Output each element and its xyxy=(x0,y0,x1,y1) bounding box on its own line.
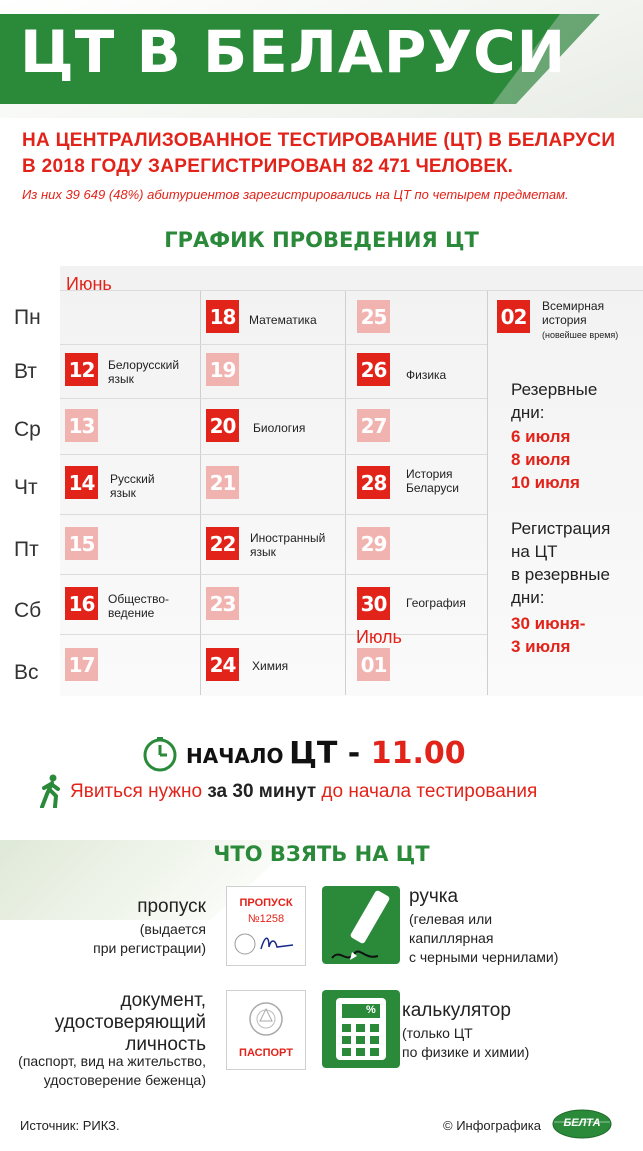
date-cell: 02 xyxy=(497,300,530,333)
copyright: © Инфографика xyxy=(443,1118,542,1133)
lead-line-1: НА ЦЕНТРАЛИЗОВАННОЕ ТЕСТИРОВАНИЕ (ЦТ) В БЕЛАРУСИ xyxy=(22,130,616,151)
note-line: (только ЦТ xyxy=(402,1025,473,1041)
month-june: Июнь xyxy=(66,274,112,294)
title-line: документ, xyxy=(120,990,206,1011)
reserve-date: 8 июля xyxy=(511,450,571,469)
note-line: при регистрации) xyxy=(93,940,206,956)
weekday-tue: Вт xyxy=(14,360,37,383)
subject-line: Русский xyxy=(110,472,155,486)
pen-title: ручка xyxy=(409,886,459,907)
calculator-title: калькулятор xyxy=(402,1000,511,1021)
subject-line: Иностранный xyxy=(250,531,326,545)
note-line: капиллярная xyxy=(409,930,494,946)
page-title: ЦТ В БЕЛАРУСИ xyxy=(20,18,567,86)
source-note: Источник: РИКЗ. xyxy=(20,1118,120,1133)
date-cell: 28 xyxy=(357,466,390,499)
document-title xyxy=(0,990,206,1056)
date-cell: 17 xyxy=(65,648,98,681)
title-line: личность xyxy=(125,1034,206,1055)
bring-title: ЧТО ВЗЯТЬ НА ЦТ xyxy=(213,842,430,866)
registration-title xyxy=(511,517,610,609)
passport-card-title: ПАСПОРТ xyxy=(239,1047,293,1059)
date-cell: 29 xyxy=(357,527,390,560)
subject-label xyxy=(108,358,179,386)
subject-line: язык xyxy=(250,545,276,559)
pass-title: пропуск xyxy=(137,896,206,917)
subject-line: Белорусский xyxy=(108,358,180,372)
document-note xyxy=(0,1052,206,1090)
lead-text xyxy=(22,128,615,180)
note-line: (выдается xyxy=(139,921,206,937)
registration-title-line: Регистрация xyxy=(511,519,611,538)
subject-label: Математика xyxy=(249,313,317,327)
start-label-big: ЦТ xyxy=(289,736,338,771)
date-cell: 26 xyxy=(357,353,390,386)
registration-date: 3 июля xyxy=(511,637,571,656)
weekday-sat: Сб xyxy=(14,599,42,622)
row-divider xyxy=(60,454,487,455)
row-divider xyxy=(60,398,487,399)
reserve-date: 10 июля xyxy=(511,473,580,492)
title-line: удостоверяющий xyxy=(54,1012,206,1033)
clock-icon xyxy=(142,736,178,772)
schedule-title: ГРАФИК ПРОВЕДЕНИЯ ЦТ xyxy=(164,228,479,252)
subject-label xyxy=(406,467,459,495)
registration-title-line: на ЦТ xyxy=(511,542,558,561)
subject-label xyxy=(108,592,169,620)
arrive-text: до начала тестирования xyxy=(316,781,538,802)
reserve-dates xyxy=(511,425,580,494)
date-cell: 13 xyxy=(65,409,98,442)
weekday-mon: Пн xyxy=(14,306,41,329)
arrive-text: Явиться нужно xyxy=(70,781,208,802)
subject-label xyxy=(110,472,155,500)
start-label: НАЧАЛО xyxy=(186,744,284,768)
start-dash: - xyxy=(337,736,371,771)
start-time xyxy=(186,736,466,771)
row-divider xyxy=(60,574,487,575)
reserve-title-line: Резервные xyxy=(511,380,598,399)
registration-dates xyxy=(511,612,585,658)
pass-card-number: №1258 xyxy=(247,913,285,925)
registration-title-line: в резервные xyxy=(511,565,610,584)
date-cell: 27 xyxy=(357,409,390,442)
date-cell: 25 xyxy=(357,300,390,333)
note-line: (паспорт, вид на жительство, xyxy=(18,1053,206,1069)
note-line: по физике и химии) xyxy=(402,1044,530,1060)
note-line: с черными чернилами) xyxy=(409,949,559,965)
reserve-title-line: дни: xyxy=(511,403,545,422)
subject-line: Беларуси xyxy=(406,481,459,495)
lead-line-2 xyxy=(22,154,615,180)
pass-card-icon xyxy=(226,886,306,966)
note-line: (гелевая или xyxy=(409,911,493,927)
subject-label xyxy=(250,531,325,559)
pass-card-title: ПРОПУСК xyxy=(239,897,293,909)
date-cell: 14 xyxy=(65,466,98,499)
subject-label xyxy=(542,299,618,342)
date-cell: 18 xyxy=(206,300,239,333)
arrive-time: за 30 минут xyxy=(207,781,317,802)
subject-label: Биология xyxy=(253,421,306,435)
note-line: удостоверение беженца) xyxy=(43,1072,206,1088)
date-cell: 30 xyxy=(357,587,390,620)
subject-line: Общество- xyxy=(108,592,170,606)
registered-count: 82 471 ЧЕЛОВЕК. xyxy=(352,156,513,177)
date-cell: 19 xyxy=(206,353,239,386)
date-cell: 15 xyxy=(65,527,98,560)
pass-note xyxy=(0,920,206,958)
reserve-date: 6 июля xyxy=(511,427,571,446)
weekday-wed: Ср xyxy=(14,418,41,441)
registration-date: 30 июня- xyxy=(511,614,586,633)
subject-line: Всемирная xyxy=(542,299,605,313)
row-divider xyxy=(60,290,643,291)
subject-line: ведение xyxy=(108,606,155,620)
date-cell: 16 xyxy=(65,587,98,620)
weekday-sun: Вс xyxy=(14,661,39,684)
row-divider xyxy=(60,344,487,345)
arrive-note xyxy=(70,781,537,803)
subject-line: история xyxy=(542,313,587,327)
logo-text: БЕЛТА xyxy=(563,1117,601,1129)
calculator-icon xyxy=(322,990,400,1068)
date-cell: 22 xyxy=(206,527,239,560)
reserve-days-title xyxy=(511,378,597,424)
date-cell: 24 xyxy=(206,648,239,681)
weekday-fri: Пт xyxy=(14,538,39,561)
weekday-thu: Чт xyxy=(14,476,38,499)
date-cell: 01 xyxy=(357,648,390,681)
subject-line: История xyxy=(406,467,453,481)
subject-label: География xyxy=(406,596,466,610)
subject-label: Химия xyxy=(252,659,289,673)
date-cell: 12 xyxy=(65,353,98,386)
emblem-icon xyxy=(246,999,286,1039)
pen-icon xyxy=(322,886,400,964)
registration-title-line: дни: xyxy=(511,588,545,607)
walking-person-icon xyxy=(38,774,64,808)
subject-line: язык xyxy=(110,486,136,500)
date-cell: 23 xyxy=(206,587,239,620)
subject-line: язык xyxy=(108,372,134,386)
column-divider xyxy=(487,290,488,695)
row-divider xyxy=(60,514,487,515)
subject-note: (новейшее время) xyxy=(542,330,619,340)
belta-logo xyxy=(552,1109,612,1139)
lead-line-2-a: В 2018 ГОДУ ЗАРЕГИСТРИРОВАН xyxy=(22,156,353,177)
lead-note: Из них 39 649 (48%) абитуриентов зарегистрировались на ЦТ по четырем предметам. xyxy=(22,187,569,202)
signature-icon xyxy=(233,929,299,959)
date-cell: 21 xyxy=(206,466,239,499)
row-divider xyxy=(60,634,487,635)
month-july: Июль xyxy=(356,627,402,647)
subject-label: Физика xyxy=(406,368,447,382)
passport-card-icon xyxy=(226,990,306,1070)
calculator-note xyxy=(402,1024,529,1062)
date-cell: 20 xyxy=(206,409,239,442)
percent-key: % xyxy=(366,1004,376,1016)
pen-note xyxy=(409,910,558,967)
start-time-value: 11.00 xyxy=(370,736,466,771)
